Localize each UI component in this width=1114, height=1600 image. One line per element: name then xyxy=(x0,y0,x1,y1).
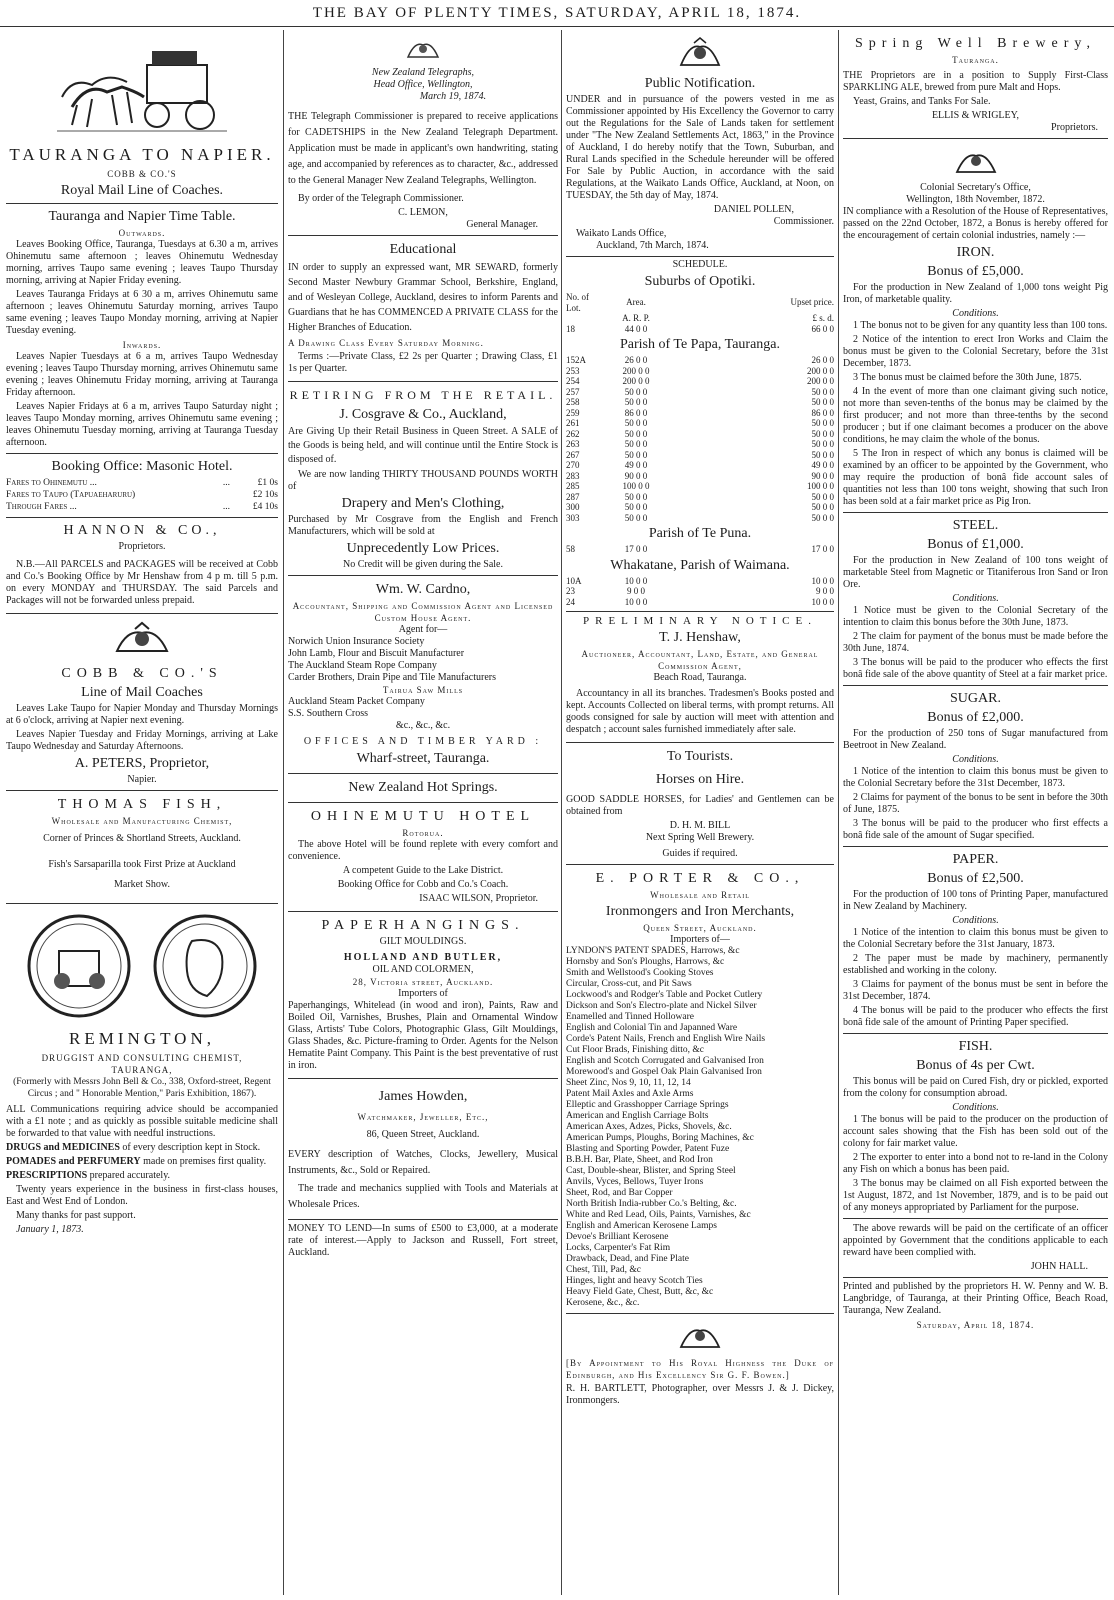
tourists-name: D. H. M. BILL xyxy=(669,820,731,831)
royal-arms-emblem xyxy=(566,37,834,71)
porter-item: Cast, Double-shear, Blister, and Spring Steel xyxy=(566,1166,736,1176)
medals-engraving xyxy=(6,911,278,1025)
porter-item: Lockwood's and Rodger's Table and Pocket Cutlery xyxy=(566,990,763,1000)
hotel-para: A competent Guide to the Lake District. xyxy=(342,865,504,876)
bonus-intro: This bonus will be paid on Cured Fish, dry or pickled, exported from the colony for consumption abroad. xyxy=(843,1076,1108,1099)
bartlett-body: R. H. BARTLETT, Photographer, over Messrs J. & J. Dickey, Ironmongers. xyxy=(566,1383,834,1406)
cobb-advert xyxy=(6,614,278,791)
schedule-row: 18 44 0 0 66 0 0 xyxy=(566,323,834,334)
schedule-table xyxy=(566,355,834,523)
porter-item: English and Colonial Tin and Japanned Ware xyxy=(566,1023,738,1033)
porter-item: Elleptic and Grasshopper Carriage Springs xyxy=(566,1100,729,1110)
hotel-place: Rotorua. xyxy=(402,828,444,838)
fish-address: Corner of Princes & Shortland Streets, Auckland. xyxy=(43,833,241,844)
porter-item: Corde's Patent Nails, French and English Wire Nails xyxy=(566,1034,766,1044)
colonial-body: IN compliance with a Resolution of the House of Representatives, passed on the 22nd October, 1872, a Bonus is hereby offered for the encouragement of certain colonial industries, namely :— xyxy=(843,206,1108,241)
cobb-para: Leaves Napier Tuesday and Friday Mornings, arriving at Lake Taupo Wednesday and Saturday Afternoons. xyxy=(6,729,278,752)
royal-arms-emblem xyxy=(566,1321,834,1353)
cosgrave-name: J. Cosgrave & Co., Auckland, xyxy=(339,407,507,422)
porter-item: Sheet, Rod, and Bar Copper xyxy=(566,1188,673,1198)
bonus-condition: 3 The bonus may be claimed on all Fish exported between the 1st August, 1872, and 1st November, 1879, and is to be paid out of any moneys appropriated by Parliament for the purpose. xyxy=(843,1178,1108,1213)
royal-arms-emblem xyxy=(843,146,1108,178)
brewery-role: Proprietors. xyxy=(1051,122,1098,133)
schedule-row: 287 50 0 0 50 0 0 xyxy=(566,491,834,502)
paperhanging-advert xyxy=(288,912,558,1079)
fish-advert xyxy=(6,791,278,904)
bonus-condition: 1 Notice of the intention to claim this bonus must be given to the Colonial Secretary before the 31st January, 1873. xyxy=(843,927,1108,950)
schedule-row: 270 49 0 0 49 0 0 xyxy=(566,460,834,470)
fish-title: THOMAS FISH, xyxy=(57,797,227,812)
cardno-agency: S.S. Southern Cross xyxy=(288,708,369,719)
educational-terms: Terms :—Private Class, £2 2s per Quarter ; Drawing Class, £1 1s per Quarter. xyxy=(288,351,558,374)
booking-office: Booking Office: Masonic Hotel. xyxy=(51,459,233,474)
schedule-table xyxy=(566,544,834,555)
bartlett-advert xyxy=(566,1314,834,1413)
howden-title: James Howden, xyxy=(378,1089,468,1104)
porter-item: English and American Kerosene Lamps xyxy=(566,1221,717,1231)
educational-title: Educational xyxy=(389,242,457,257)
bonus-amount: Bonus of £5,000. xyxy=(927,264,1024,279)
fare-row: Through Fares ... ... £4 10s xyxy=(6,502,278,512)
schedule-row: 285 100 0 0 100 0 0 xyxy=(566,481,834,491)
porter-title: E. PORTER & CO., xyxy=(595,871,805,886)
brewery-advert xyxy=(843,30,1108,139)
remington-para: Many thanks for past support. xyxy=(16,1210,136,1221)
tourists-advert xyxy=(566,743,834,865)
column-rule xyxy=(561,30,562,1595)
remington-place: TAURANGA, xyxy=(111,1065,173,1075)
bonus-condition: 1 Notice must be given to the Colonial Secretary of the intention to claim this bonus before the 30th June, 1873. xyxy=(843,605,1108,628)
paper-sub: GILT MOULDINGS. xyxy=(379,936,467,947)
schedule-table xyxy=(566,576,834,608)
imprint-date: Saturday, April 18, 1874. xyxy=(916,1320,1035,1330)
public-notice xyxy=(566,30,834,612)
brewery-body: THE Proprietors are in a position to Supply First-Class SPARKLING ALE, brewed from pure Malt and Hops. xyxy=(843,70,1108,93)
schedule-row: 58 17 0 0 17 0 0 xyxy=(566,544,834,554)
remington-para: ALL Communications requiring advice should be accompanied with a £1 note ; and as quickly as possible suitable medicine shall be forwarded to that value with needful instructions. xyxy=(6,1104,278,1139)
cobb-para: Leaves Lake Taupo for Napier Monday and Thursday Mornings at 6 o'clock, arriving at Napier next evening. xyxy=(6,703,278,726)
schedule-opotiki: Suburbs of Opotiki. xyxy=(644,274,756,289)
porter-trade: Ironmongers and Iron Merchants, xyxy=(605,904,795,919)
tourists-horses: Horses on Hire. xyxy=(655,772,745,787)
fare-row: Fares to Taupo (Tapuaeharuru) £2 10s xyxy=(6,490,278,500)
notice-role: Commissioner. xyxy=(773,216,834,227)
schedule-tepuna: Parish of Te Puna. xyxy=(648,526,752,541)
porter-item: Kerosene, &c., &c. xyxy=(566,1298,640,1308)
bonus-intro: For the production of 250 tons of Sugar manufactured from Beetroot in New Zealand. xyxy=(843,728,1108,751)
brewery-names: ELLIS & WRIGLEY, xyxy=(931,110,1020,121)
tourists-body: GOOD SADDLE HORSES, for Ladies' and Gentlemen can be obtained from xyxy=(566,794,834,817)
hotel-para: Booking Office for Cobb and Co.'s Coach. xyxy=(337,879,509,890)
cardno-agency: Auckland Steam Packet Company xyxy=(288,696,425,707)
schedule-tepapa: Parish of Te Papa, Tauranga. xyxy=(619,337,781,352)
porter-item: LYNDON'S PATENT SPADES, Harrows, &c xyxy=(566,946,740,956)
porter-item: Hornsby and Son's Ploughs, Harrows, &c xyxy=(566,957,725,967)
cardno-offices: OFFICES AND TIMBER YARD : xyxy=(303,736,543,747)
porter-item: White and Red Lead, Oils, Paints, Varnishes, &c xyxy=(566,1210,751,1220)
conditions-label: Conditions. xyxy=(952,1102,999,1113)
cardno-agent: Agent for— xyxy=(398,624,448,635)
cardno-sub: Accountant, Shipping and Commission Agent and Licensed Custom House Agent. xyxy=(292,601,554,623)
porter-item: American Axes, Adzes, Picks, Shovels, &c. xyxy=(566,1122,732,1132)
howden-sub: Watchmaker, Jeweller, Etc., xyxy=(357,1112,489,1122)
paper-title: PAPERHANGINGS. xyxy=(321,918,525,933)
bonus-condition: 3 The bonus must be claimed before the 30th June, 1875. xyxy=(853,372,1082,383)
bonus-section-paper xyxy=(843,851,1108,1029)
porter-item: Locks, Carpenter's Fat Rim xyxy=(566,1243,671,1253)
porter-address: Queen Street, Auckland. xyxy=(643,923,757,933)
henshaw-advert xyxy=(566,612,834,743)
bonus-title: FISH. xyxy=(958,1039,993,1054)
coach-engraving xyxy=(6,37,278,141)
bonus-condition: 2 The paper must be made by machinery, permanently established and working in the colony. xyxy=(843,953,1108,976)
cardno-mills: Tairua Saw Mills xyxy=(382,685,464,695)
outwards-para: Leaves Tauranga Fridays at 6 30 a m, arrives Ohinemutu same afternoon ; leaves Ohinemutu Saturday morning, arrives Taupo same evening ; leaves Taupo Monday morning, arriving at Napier Tuesday evening. xyxy=(6,289,278,336)
royal-arms-emblem xyxy=(6,621,278,661)
schedule-row: 152A 26 0 0 26 0 0 xyxy=(566,355,834,365)
remington-para: PRESCRIPTIONS prepared accurately. xyxy=(6,1170,171,1181)
hotel-title: OHINEMUTU HOTEL xyxy=(310,809,536,824)
cosgrave-title: RETIRING FROM THE RETAIL. xyxy=(289,388,557,402)
telegraph-role: General Manager. xyxy=(466,219,538,230)
porter-item: English and Scotch Corrugated and Galvanised Iron xyxy=(566,1056,764,1066)
porter-item: Devoe's Brilliant Kerosene xyxy=(566,1232,669,1242)
schedule-row: 263 50 0 0 50 0 0 xyxy=(566,439,834,449)
cardno-advert xyxy=(288,576,558,774)
springs-title: New Zealand Hot Springs. xyxy=(348,780,498,795)
bonus-amount: Bonus of £1,000. xyxy=(927,537,1024,552)
outwards-para: Leaves Booking Office, Tauranga, Tuesdays at 6.30 a m, arrives Ohinemutu same afternoon ; leaves Ohinemutu Wednesday morning, arrives Taupo same evening ; leaves Taupo Thursday morning, arriving at Napier Friday evening. xyxy=(6,239,278,286)
porter-item: Sheet Zinc, Nos 9, 10, 11, 12, 14 xyxy=(566,1078,691,1088)
porter-item: Enamelled and Tinned Holloware xyxy=(566,1012,694,1022)
porter-item: Anvils, Vyces, Bellows, Tuyer Irons xyxy=(566,1177,704,1187)
bartlett-appointment: [By Appointment to His Royal Highness the Duke of Edinburgh, and His Excellency Sir G. F. Bowen.] xyxy=(566,1358,834,1380)
notice-office: Waikato Lands Office, xyxy=(576,228,667,239)
schedule-row: 303 50 0 0 50 0 0 xyxy=(566,512,834,523)
porter-item: Circular, Cross-cut, and Pit Saws xyxy=(566,979,692,989)
educational-drawing: A Drawing Class Every Saturday Morning. xyxy=(288,338,484,348)
porter-item: Patent Mail Axles and Axle Arms xyxy=(566,1089,694,1099)
schedule-row: 283 90 0 0 90 0 0 xyxy=(566,470,834,481)
schedule-row: 258 50 0 0 50 0 0 xyxy=(566,397,834,407)
schedule-table: No. of Lot. Area. Upset price. A. R. P. £ s. d. 18 44 0 0 66 0 0 xyxy=(566,292,834,334)
schedule-row: 253 200 0 0 200 0 0 xyxy=(566,365,834,376)
inwards-heading: Inwards. xyxy=(122,340,162,350)
howden-address: 86, Queen Street, Auckland. xyxy=(366,1129,480,1140)
schedule-row: 10A 10 0 0 10 0 0 xyxy=(566,575,834,586)
howden-body: EVERY description of Watches, Clocks, Jewellery, Musical Instruments, &c., Sold or Repaired. xyxy=(288,1149,558,1176)
notice-title: Public Notification. xyxy=(644,76,756,91)
telegraph-advert xyxy=(288,30,558,236)
cosgrave-advert xyxy=(288,382,558,576)
imprint xyxy=(843,1278,1108,1335)
schedule-row: 261 50 0 0 50 0 0 xyxy=(566,418,834,428)
bonus-section-iron xyxy=(843,244,1108,508)
cardno-etc: &c., &c., &c. xyxy=(395,720,451,731)
conditions-label: Conditions. xyxy=(952,593,999,604)
porter-sub: Wholesale and Retail xyxy=(650,890,750,900)
bonus-title: IRON. xyxy=(956,245,995,260)
conditions-label: Conditions. xyxy=(952,915,999,926)
cosgrave-para: We are now landing THIRTY THOUSAND POUNDS WORTH of xyxy=(288,469,558,492)
remington-sub: DRUGGIST AND CONSULTING CHEMIST, xyxy=(41,1053,243,1063)
cosgrave-prices: Unprecedently Low Prices. xyxy=(346,541,500,556)
column-1 xyxy=(6,30,278,1595)
bonus-intro: For the production in New Zealand of 1,000 tons weight Pig Iron, of marketable quality. xyxy=(843,282,1108,305)
henshaw-sub: Auctioneer, Accountant, Land, Estate, and General Commission Agent, xyxy=(581,649,819,671)
porter-item: Drawback, Dead, and Fine Plate xyxy=(566,1254,689,1264)
porter-item: B.B.H. Bar, Plate, Sheet, and Rod Iron xyxy=(566,1155,713,1165)
bonus-condition: 3 Claims for payment of the bonus must be sent in before the 31st December, 1874. xyxy=(843,979,1108,1002)
remington-para: POMADES and PERFUMERY made on premises first quality. xyxy=(6,1156,267,1167)
bonus-condition: 4 In the event of more than one claimant giving such notice, not more than seven-tenths of the bonus may be claimed by the first producer; and not more than three-tenths by the second producer ; but if one claimant becomes a producer on the above conditions, he may claim the whole of the bonus. xyxy=(843,386,1108,445)
bonus-condition: 2 Claims for payment of the bonus to be sent in before the 30th of June, 1875. xyxy=(843,792,1108,815)
colonial-date: Wellington, 18th November, 1872. xyxy=(906,194,1045,205)
conditions-label: Conditions. xyxy=(952,308,999,319)
column-2 xyxy=(288,30,558,1595)
paper-body: Paperhangings, Whitelead (in wood and iron), Paints, Raw and Boiled Oil, Varnishes, Brushes, Plain and Ornamental Window Glass, Artists' Tube Colors, Photographic Glass, Gilt Mouldings, Glass Shades, &c. Picture-framing to Order. Agents for the Nelson Hematite Paint Company. This Paint is the best preventative of rust in iron. xyxy=(288,1000,558,1071)
colonial-signer: JOHN HALL. xyxy=(1030,1261,1088,1272)
colonial-closing: The above rewards will be paid on the certificate of an officer appointed by Government that the conditions applicable to each reward have been complied with. xyxy=(843,1223,1108,1258)
cosgrave-para: Purchased by Mr Cosgrave from the English and French Manufacturers, which will be sold at xyxy=(288,514,558,537)
schedule-row: 24 10 0 0 10 0 0 xyxy=(566,596,834,607)
porter-item: Morewood's and Gospel Oak Plain Galvanised Iron xyxy=(566,1067,762,1077)
tourists-title: To Tourists. xyxy=(666,749,734,764)
paper-firm2: OIL AND COLORMEN, xyxy=(372,964,474,975)
inwards-para: Leaves Napier Fridays at 6 a m, arrives Taupo Saturday night ; leaves Taupo Monday morning, arrives Ohinemutu same evening ; leaves Ohinemutu Tuesday morning, arriving at Tauranga Tuesday afternoon. xyxy=(6,401,278,448)
tourists-place: Next Spring Well Brewery. xyxy=(645,832,755,843)
cardno-agency: The Auckland Steam Rope Company xyxy=(288,660,437,671)
schedule-label: SCHEDULE. xyxy=(566,256,834,271)
schedule-row: 254 200 0 0 200 0 0 xyxy=(566,376,834,386)
brewery-title: Spring Well Brewery, xyxy=(855,36,1096,51)
porter-item: North British India-rubber Co.'s Belting, &c. xyxy=(566,1199,737,1209)
bonus-title: SUGAR. xyxy=(950,691,1001,706)
remington-para: Twenty years experience in the business in first-class houses, East and West End of London. xyxy=(6,1184,278,1207)
schedule-row: 267 50 0 0 50 0 0 xyxy=(566,449,834,460)
porter-item: Heavy Field Gate, Chest, Butt, &c, &c xyxy=(566,1287,714,1297)
bonus-condition: 3 The bonus will be paid to the producer who first effects a bonâ fide sale of the amount of Sugar specified. xyxy=(843,818,1108,841)
cosgrave-credit: No Credit will be given during the Sale. xyxy=(343,559,503,570)
cardno-title: Wm. W. Cardno, xyxy=(375,582,471,597)
inwards-para: Leaves Napier Tuesdays at 6 a m, arrives Taupo Wednesday evening ; leaves Taupo Thursday morning, arrives Ohinemutu same evening ; leaves Ohinemutu Friday morning, arriving at Tauranga Friday afternoon. xyxy=(6,351,278,398)
outwards-heading: Outwards. xyxy=(118,228,166,238)
bonus-title: PAPER. xyxy=(952,852,999,867)
porter-item: Smith and Wellstood's Cooking Stoves xyxy=(566,968,714,978)
bonus-condition: 1 Notice of the intention to claim this bonus must be given to the Colonial Secretary before the 31st December, 1873. xyxy=(843,766,1108,789)
schedule-row: 300 50 0 0 50 0 0 xyxy=(566,502,834,512)
money-advert xyxy=(288,1220,558,1265)
cardno-agency: Norwich Union Insurance Society xyxy=(288,636,425,647)
howden-trade: The trade and mechanics supplied with Tools and Materials at Wholesale Prices. xyxy=(288,1183,558,1210)
fish-prize: Fish's Sarsaparilla took First Prize at Auckland xyxy=(48,859,236,870)
schedule-row: 23 9 0 0 9 0 0 xyxy=(566,586,834,596)
cobb-place: Napier. xyxy=(127,774,157,785)
remington-para: DRUGS and MEDICINES of every description kept in Stock. xyxy=(6,1142,261,1153)
bonus-title: STEEL. xyxy=(952,518,999,533)
notice-body: UNDER and in pursuance of the powers vested in me as Commissioner appointed by His Excellency the Governor to carry out the Regulations for the Sale of Lands taken for settlement under "The New Zealand Settlements Act, 1863," in the Province of Auckland, I do hereby notify that the Town, Suburban, and Rural Lands specified in the Schedule hereunder will be offered For Sale by Public Auction, in accordance with the said Regulations, at the Waikato Lands Office, Auckland, at Noon, on TUESDAY, the 5th day of May, 1874. xyxy=(566,94,834,201)
bonus-section-fish xyxy=(843,1038,1108,1214)
proprietors-name: HANNON & CO., xyxy=(63,523,221,538)
educational-advert xyxy=(288,236,558,382)
porter-item: Blasting and Sporting Powder, Patent Fuze xyxy=(566,1144,730,1154)
paper-firm: HOLLAND AND BUTLER, xyxy=(343,952,503,963)
cosgrave-para: Are Giving Up their Retail Business in Queen Street. A SALE of the Goods is being held, and will continue until the Entire Stock is disposed of. xyxy=(288,426,558,465)
cobb-line: Line of Mail Coaches xyxy=(81,685,203,700)
colonial-bonus-notice xyxy=(843,139,1108,1278)
porter-item: Chest, Till, Pad, &c xyxy=(566,1265,641,1275)
cobb-proprietor: A. PETERS, Proprietor, xyxy=(74,756,210,771)
educational-body: IN order to supply an expressed want, MR SEWARD, formerly Second Master Newbury Grammar School, Berkshire, England, and of Wesleyan College, Auckland, desires to inform Parents and Guardians that he has COMMENCED A PRIVATE CLASS for the Higher Branches of Education. xyxy=(288,262,558,333)
paper-importers: Importers of xyxy=(398,988,448,999)
bonus-section-sugar xyxy=(843,690,1108,842)
imprint-text: Printed and published by the proprietors H. W. Penny and W. B. Langbridge, of Tauranga, at their Printing Office, Beach Road, Tauranga, New Zealand. xyxy=(843,1281,1108,1316)
fish-prize: Market Show. xyxy=(113,879,170,890)
coach-title: TAURANGA TO NAPIER. xyxy=(9,145,275,164)
porter-importers: Importers of— xyxy=(670,934,730,945)
fare-row: Fares to Ohinemutu ... ... £1 0s xyxy=(6,478,278,488)
column-rule xyxy=(838,30,839,1595)
coach-line: Royal Mail Line of Coaches. xyxy=(60,183,224,198)
nb-notice: N.B.—All PARCELS and PACKAGES will be received at Cobb and Co.'s Booking Office by Mr Henshaw from 4 p m. till 5 p.m. on every MONDAY and THURSDAY. The said Parcels and Packages will not be forwarded unless prepaid. xyxy=(6,559,278,606)
notice-signer: DANIEL POLLEN, xyxy=(713,204,794,215)
bonus-amount: Bonus of 4s per Cwt. xyxy=(916,1058,1035,1073)
timetable-title: Tauranga and Napier Time Table. xyxy=(48,209,236,224)
bonus-amount: Bonus of £2,000. xyxy=(927,710,1024,725)
notice-date: Auckland, 7th March, 1874. xyxy=(596,240,709,251)
fish-sub: Wholesale and Manufacturing Chemist, xyxy=(51,816,233,826)
hotel-advert xyxy=(288,803,558,912)
bonus-condition: 2 Notice of the intention to erect Iron Works and Claim the bonus must be given to the Colonial Secretary, before the 31st December, 1873. xyxy=(843,334,1108,369)
bonus-intro: For the production in New Zealand of 100 tons weight of marketable Steel from Magnetic or Titaniferous Iron Sand or Iron Ore. xyxy=(843,555,1108,590)
brewery-place: Tauranga. xyxy=(952,55,999,65)
bonus-intro: For the production of 100 tons of Printing Paper, manufactured in New Zealand by Machinery. xyxy=(843,889,1108,912)
remington-formerly: (Formerly with Messrs John Bell & Co., 338, Oxford-street, Regent Circus ; and " Honorable Mention," Paris Exhibition, 1867). xyxy=(13,1077,271,1099)
coach-company: COBB & CO.'S xyxy=(107,169,177,179)
hotel-para: The above Hotel will be found replete with every comfort and convenience. xyxy=(288,839,558,862)
porter-item: Hinges, light and heavy Scotch Ties xyxy=(566,1276,703,1286)
henshaw-body: Accountancy in all its branches. Tradesmen's Books posted and kept. Accounts Collected on liberal terms, with prompt returns. All goods consigned for sale by auction will meet with attention and despatch ; account sales furnished immediately after sale. xyxy=(566,688,834,735)
bonus-condition: 1 The bonus will be paid to the producer on the production of account sales showing that the Fish has been sold out of the colony for fair market value. xyxy=(843,1114,1108,1149)
crest-emblem xyxy=(288,37,558,63)
cardno-wharf: Wharf-street, Tauranga. xyxy=(356,751,490,766)
column-rule xyxy=(283,30,284,1595)
porter-item: Dickson and Son's Electro-plate and Nickel Silver xyxy=(566,1001,757,1011)
tourists-guides: Guides if required. xyxy=(662,848,738,859)
bonus-condition: 2 The exporter to enter into a bond not to re-land in the Colony any Fish on which a bonus has been paid. xyxy=(843,1152,1108,1175)
money-body: MONEY TO LEND—In sums of £500 to £3,000, at a moderate rate of interest.—Apply to Jackson and Russell, Fort street, Auckland. xyxy=(288,1223,558,1258)
brewery-yeast: Yeast, Grains, and Tanks For Sale. xyxy=(853,96,991,107)
cobb-title: COBB & CO.'S xyxy=(61,666,223,681)
colonial-office: Colonial Secretary's Office, xyxy=(920,182,1031,193)
telegraph-date: March 19, 1874. xyxy=(419,91,487,102)
masthead: THE BAY OF PLENTY TIMES, SATURDAY, APRIL 18, 1874. xyxy=(0,0,1114,27)
remington-advert xyxy=(6,904,278,1242)
schedule-whakatane: Whakatane, Parish of Waimana. xyxy=(610,557,790,573)
schedule-row: 262 50 0 0 50 0 0 xyxy=(566,428,834,439)
schedule-row: 257 50 0 0 50 0 0 xyxy=(566,386,834,397)
hotel-proprietor: ISAAC WILSON, Proprietor. xyxy=(419,893,538,904)
porter-item: American Pumps, Ploughs, Boring Machines, &c xyxy=(566,1133,754,1143)
paper-address: 28, Victoria street, Auckland. xyxy=(352,977,494,987)
schedule-row: 259 86 0 0 86 0 0 xyxy=(566,407,834,418)
conditions-label: Conditions. xyxy=(952,754,999,765)
bonus-condition: 4 The bonus will be paid to the producer who effects the first bonâ fide sale of the amount of Printing Paper specified. xyxy=(843,1005,1108,1028)
telegraph-office: Head Office, Wellington, xyxy=(373,79,473,90)
howden-advert xyxy=(288,1079,558,1220)
telegraph-body: THE Telegraph Commissioner is prepared to receive applications for CADETSHIPS in the New Zealand Telegraph Department. Application must be made in applicant's own handwriting, stating age, and accompanied by references as to character, &c., addressed to the General Manager New Zealand Telegraphs, Wellington. xyxy=(288,111,558,186)
bonus-section-steel xyxy=(843,517,1108,681)
cardno-agency: Carder Brothers, Drain Pipe and Tile Manufacturers xyxy=(288,672,497,683)
remington-date: January 1, 1873. xyxy=(16,1224,84,1235)
porter-advert xyxy=(566,865,834,1314)
proprietors-label: Proprietors. xyxy=(118,541,166,552)
bonus-amount: Bonus of £2,500. xyxy=(927,871,1024,886)
column-4 xyxy=(843,30,1108,1595)
column-3 xyxy=(566,30,834,1595)
porter-item: American and English Carriage Bolts xyxy=(566,1111,709,1121)
bonus-condition: 5 The Iron in respect of which any bonus is claimed will be examined by an officer to be appointed by the Government, who may require the production of bonâ fide account sales of quantities not less than 100 tons weight, showing that such Iron has been sold at a fair market price as Pig Iron. xyxy=(843,448,1108,507)
coach-advert xyxy=(6,30,278,614)
springs-advert xyxy=(288,774,558,803)
telegraph-name: C. LEMON, xyxy=(398,207,448,218)
telegraph-order: By order of the Telegraph Commissioner. xyxy=(298,193,464,204)
telegraph-head: New Zealand Telegraphs, xyxy=(371,67,475,78)
cardno-agency: John Lamb, Flour and Biscuit Manufacturer xyxy=(288,648,465,659)
bonus-condition: 1 The bonus not to be given for any quantity less than 100 tons. xyxy=(853,320,1108,331)
henshaw-name: T. J. Henshaw, xyxy=(659,630,741,645)
bonus-condition: 2 The claim for payment of the bonus must be made before the 30th June, 1874. xyxy=(843,631,1108,654)
henshaw-address: Beach Road, Tauranga. xyxy=(653,672,747,683)
remington-title: REMINGTON, xyxy=(69,1029,215,1048)
cosgrave-drapery: Drapery and Men's Clothing, xyxy=(341,496,505,511)
porter-item: Cut Floor Brads, Finishing ditto, &c xyxy=(566,1045,705,1055)
bonus-condition: 3 The bonus will be paid to the producer who effects the first bonâ fide sale of the above quantity of Steel at a fair market price. xyxy=(843,657,1108,680)
prelim-title: PRELIMINARY NOTICE. xyxy=(583,615,817,627)
